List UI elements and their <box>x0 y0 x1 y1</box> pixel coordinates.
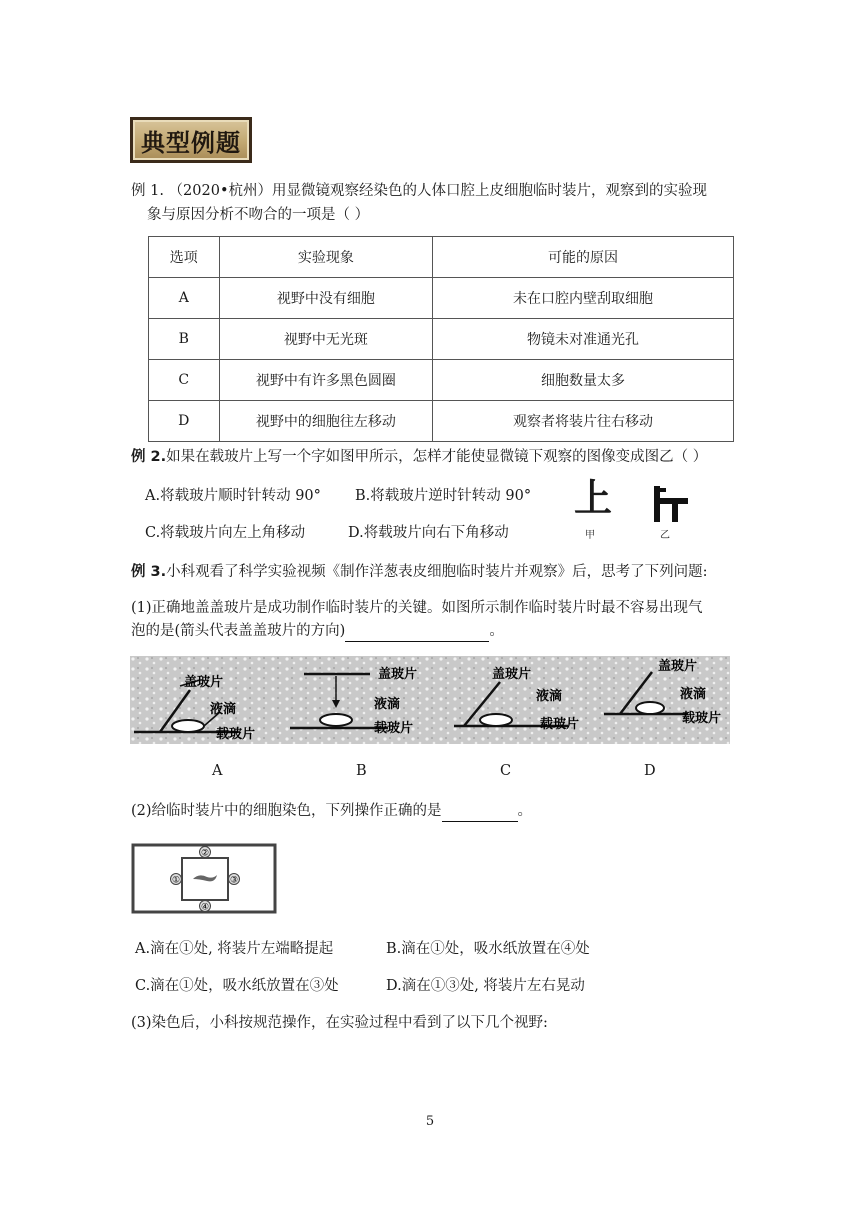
fig-option-d: D <box>644 763 656 779</box>
ex3-option-b: B.滴在①处，吸水纸放置在④处 <box>386 941 590 957</box>
table-cell: 视野中没有细胞 <box>219 278 433 319</box>
ex1-stem-line1: 例 1. （2020•杭州）用显微镜观察经染色的人体口腔上皮细胞临时装片，观察到的实验现 <box>131 183 708 199</box>
figure-yi <box>648 484 692 524</box>
table-cell: 细胞数量太多 <box>433 360 734 401</box>
table-cell: 视野中无光斑 <box>219 319 433 360</box>
table-cell: 物镜未对准通光孔 <box>433 319 734 360</box>
ex3-option-a: A.滴在①处, 将装片左端略提起 <box>135 941 334 957</box>
label-droplet-c: 液滴 <box>536 689 563 704</box>
ex2-label: 例 2. <box>131 449 167 465</box>
ex2-option-d: D.将载玻片向右下角移动 <box>348 525 509 541</box>
ex3-stem-text: 小科观看了科学实验视频《制作洋葱表皮细胞临时装片并观察》后，思考了下列问题: <box>166 564 708 580</box>
table-cell: 未在口腔内壁刮取细胞 <box>433 278 734 319</box>
table-cell: B <box>149 319 220 360</box>
ex2-option-a: A.将载玻片顺时针转动 90° <box>145 488 321 504</box>
fig-option-b: B <box>356 763 367 779</box>
ex3-stem <box>131 561 708 583</box>
figure-jia-label: 甲 <box>585 530 595 541</box>
label-droplet-d: 液滴 <box>680 687 707 702</box>
table-cell: D <box>149 401 220 442</box>
table-cell: C <box>149 360 220 401</box>
slide-mark-1: ① <box>171 875 181 886</box>
table-header-row <box>149 237 734 278</box>
table-row <box>149 319 734 360</box>
table-header-cell: 实验现象 <box>219 237 433 278</box>
ex3-q1-line2 <box>131 620 504 642</box>
slide-mark-2: ② <box>200 848 210 859</box>
answer-blank <box>345 625 489 642</box>
table-row <box>149 401 734 442</box>
ex1-table <box>148 236 734 442</box>
table-header-cell: 选项 <box>149 237 220 278</box>
ex1-stem-line2: 象与原因分析不吻合的一项是（ ） <box>147 207 370 223</box>
answer-blank <box>442 805 518 822</box>
ex3-label: 例 3. <box>131 564 167 580</box>
slide-diagram <box>131 843 277 915</box>
label-coverslip-c: 盖玻片 <box>492 667 532 682</box>
ex3-option-c: C.滴在①处，吸水纸放置在③处 <box>135 978 339 994</box>
label-slide-c: 载玻片 <box>540 717 580 732</box>
ex3-q2-end: 。 <box>517 803 533 819</box>
fig-option-a: A <box>212 763 223 779</box>
slide-mark-4: ④ <box>200 902 210 913</box>
figure-jia <box>572 478 614 524</box>
slide-mark-3: ③ <box>229 875 239 886</box>
label-droplet-a: 液滴 <box>210 702 237 717</box>
section-banner-text: 典型例题 <box>141 128 241 157</box>
figure-jia-char: 上 <box>573 476 612 520</box>
ex3-option-d: D.滴在①③处, 将装片左右晃动 <box>386 978 585 994</box>
section-banner <box>130 117 252 163</box>
table-cell: 观察者将装片往右移动 <box>433 401 734 442</box>
table-header-cell: 可能的原因 <box>433 237 734 278</box>
page-number: 5 <box>425 1114 435 1129</box>
label-coverslip-d: 盖玻片 <box>658 659 698 674</box>
ex3-q2 <box>131 800 532 822</box>
ex3-q1-end: 。 <box>489 623 504 639</box>
ex2-option-c: C.将载玻片向左上角移动 <box>145 525 306 541</box>
label-droplet-b: 液滴 <box>374 697 401 712</box>
label-coverslip-b: 盖玻片 <box>378 667 418 682</box>
ex3-q3: (3)染色后，小科按规范操作，在实验过程中看到了以下几个视野: <box>131 1015 548 1031</box>
table-cell: A <box>149 278 220 319</box>
label-slide-d: 载玻片 <box>682 711 722 726</box>
coverslip-figure <box>130 656 730 744</box>
label-slide-a: 载玻片 <box>216 727 256 742</box>
ex3-q2-text: (2)给临时装片中的细胞染色，下列操作正确的是 <box>131 803 442 819</box>
table-row <box>149 360 734 401</box>
table-cell: 视野中有许多黑色圆圈 <box>219 360 433 401</box>
fig-option-c: C <box>500 763 512 779</box>
label-slide-b: 载玻片 <box>374 721 414 736</box>
ex2-stem <box>131 446 707 468</box>
table-cell: 视野中的细胞往左移动 <box>219 401 433 442</box>
label-coverslip-a: 盖玻片 <box>184 675 224 690</box>
ex3-q1-line2-text: 泡的是(箭头代表盖盖玻片的方向) <box>131 623 346 639</box>
ex3-q1-line1: (1)正确地盖盖玻片是成功制作临时装片的关键。如图所示制作临时装片时最不容易出现气 <box>131 600 703 616</box>
ex2-option-b: B.将载玻片逆时针转动 90° <box>355 488 532 504</box>
figure-yi-label: 乙 <box>660 530 670 541</box>
ex2-stem-text: 如果在载玻片上写一个字如图甲所示，怎样才能使显微镜下观察的图像变成图乙（ ） <box>166 449 708 465</box>
table-row <box>149 278 734 319</box>
